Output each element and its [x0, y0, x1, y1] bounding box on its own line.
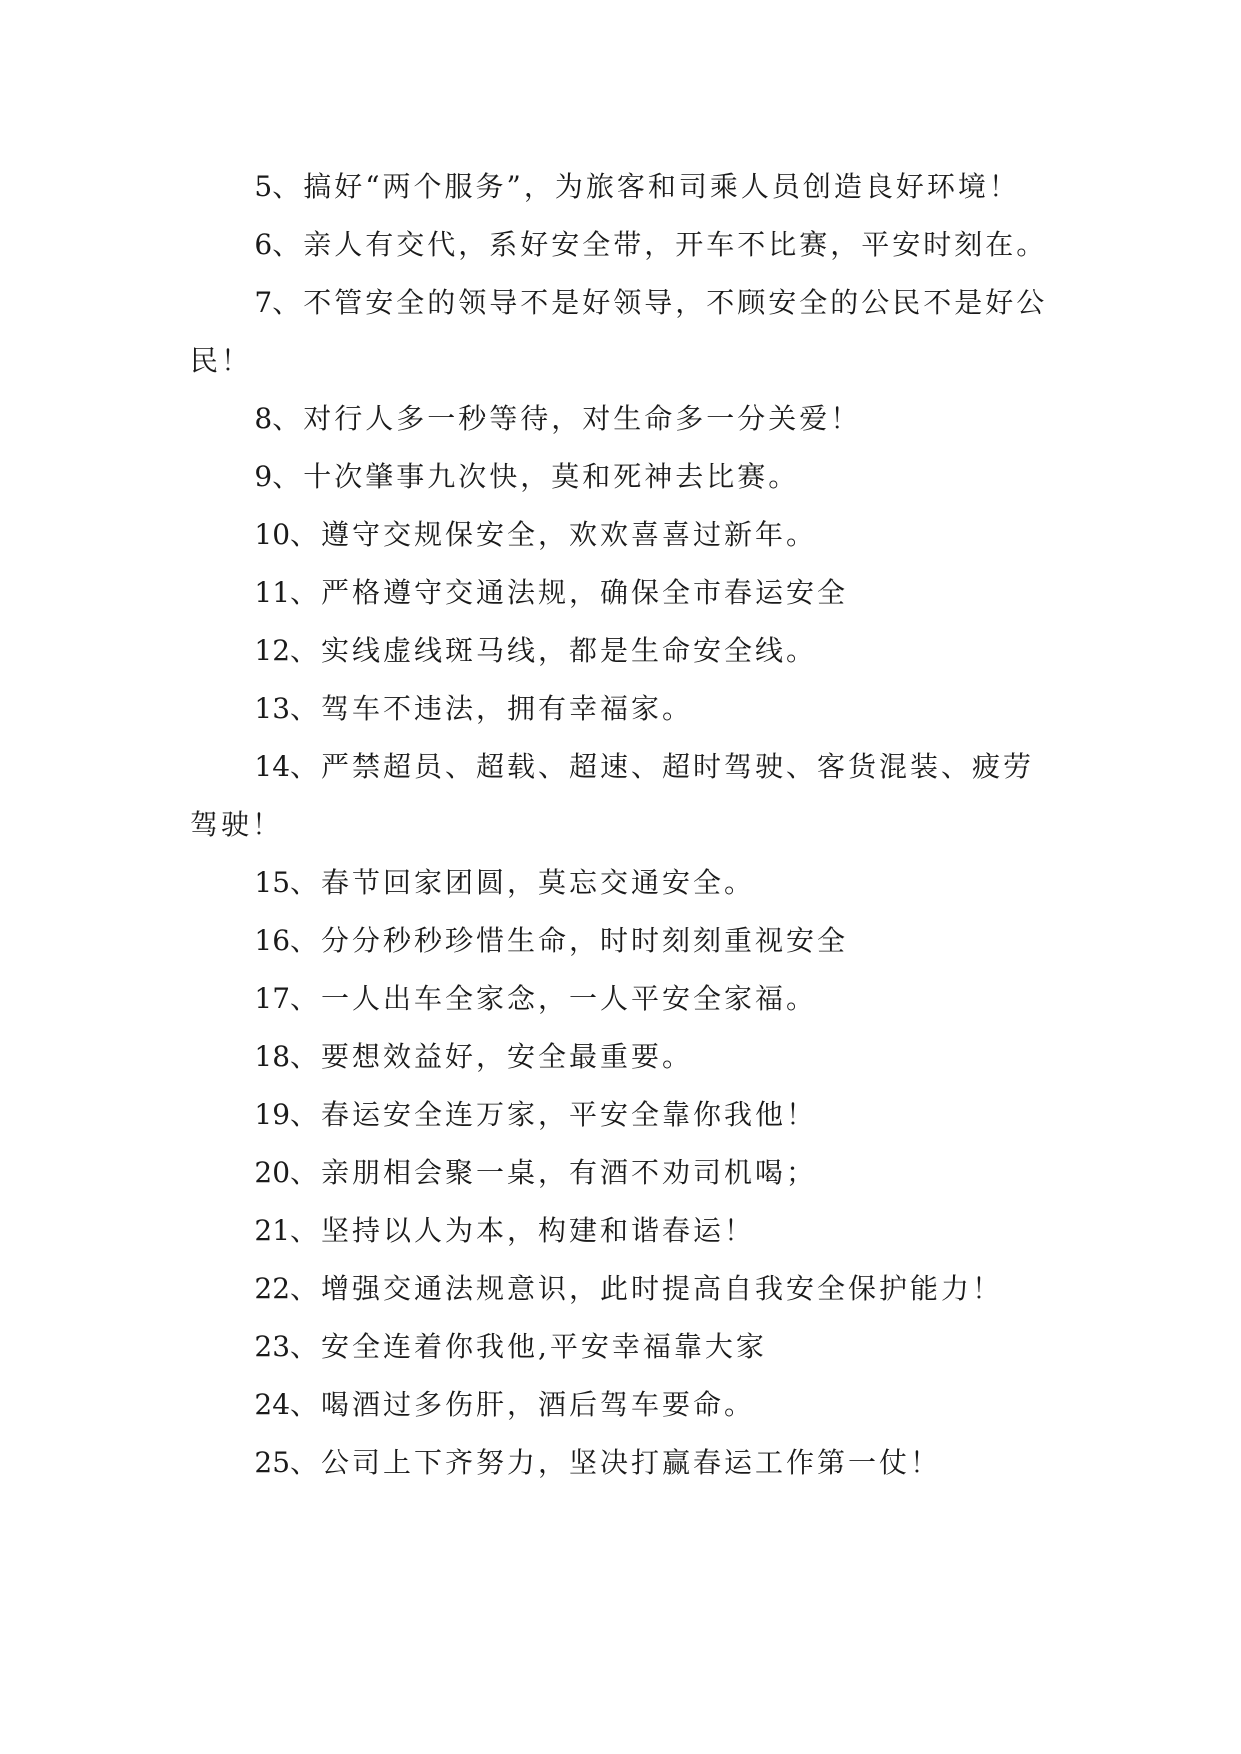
list-item: [190, 390, 1050, 448]
item-text: 、严禁超员、超载、超速、超时驾驶、客货混装、疲劳驾驶！: [190, 750, 1035, 841]
item-text: 、搞好“两个服务”，为旅客和司乘人员创造良好环境！: [272, 170, 1020, 203]
slogan-list: [190, 158, 1050, 1492]
item-text: 、遵守交规保安全，欢欢喜喜过新年。: [290, 518, 818, 551]
item-text: 、分分秒秒珍惜生命，时时刻刻重视安全: [290, 924, 849, 957]
item-text: 、要想效益好，安全最重要。: [290, 1040, 694, 1073]
item-text: 、增强交通法规意识，此时提高自我安全保护能力！: [290, 1272, 1004, 1305]
item-text: 、驾车不违法，拥有幸福家。: [290, 692, 694, 725]
item-number: 18: [254, 1040, 291, 1073]
item-text: 、春节回家团圆，莫忘交通安全。: [290, 866, 756, 899]
list-item: [190, 1376, 1050, 1434]
list-item: [190, 622, 1050, 680]
item-number: 11: [254, 576, 291, 609]
item-text: 、坚持以人为本，构建和谐春运！: [290, 1214, 756, 1247]
list-item: [190, 158, 1050, 216]
list-item: [190, 564, 1050, 622]
list-item: [190, 680, 1050, 738]
item-number: 13: [254, 692, 291, 725]
item-number: 12: [254, 634, 291, 667]
item-number: 21: [254, 1214, 291, 1247]
item-number: 5: [254, 170, 273, 203]
list-item: [190, 970, 1050, 1028]
item-number: 16: [254, 924, 291, 957]
item-number: 24: [254, 1388, 291, 1421]
list-item: [190, 854, 1050, 912]
item-number: 20: [254, 1156, 291, 1189]
list-item: [190, 1028, 1050, 1086]
list-item: [190, 448, 1050, 506]
item-number: 10: [254, 518, 291, 551]
item-number: 14: [254, 750, 291, 783]
item-text: 、安全连着你我他,平安幸福靠大家: [290, 1330, 767, 1363]
list-item: [190, 274, 1050, 390]
item-number: 8: [254, 402, 273, 435]
list-item: [190, 912, 1050, 970]
item-text: 、亲人有交代，系好安全带，开车不比赛，平安时刻在。: [272, 228, 1048, 261]
item-text: 、不管安全的领导不是好领导，不顾安全的公民不是好公民！: [190, 286, 1048, 377]
list-item: [190, 1318, 1050, 1376]
item-number: 17: [254, 982, 291, 1015]
item-text: 、亲朋相会聚一桌，有酒不劝司机喝；: [290, 1156, 818, 1189]
list-item: [190, 1144, 1050, 1202]
item-text: 、春运安全连万家，平安全靠你我他！: [290, 1098, 818, 1131]
item-text: 、对行人多一秒等待，对生命多一分关爱！: [272, 402, 862, 435]
item-text: 、实线虚线斑马线，都是生命安全线。: [290, 634, 818, 667]
list-item: [190, 1434, 1050, 1492]
list-item: [190, 1086, 1050, 1144]
item-number: 9: [254, 460, 273, 493]
item-text: 、十次肇事九次快，莫和死神去比赛。: [272, 460, 800, 493]
item-number: 19: [254, 1098, 291, 1131]
item-number: 22: [254, 1272, 291, 1305]
item-number: 6: [254, 228, 273, 261]
item-number: 7: [254, 286, 273, 319]
list-item: [190, 1260, 1050, 1318]
list-item: [190, 216, 1050, 274]
item-number: 25: [254, 1446, 291, 1479]
item-number: 15: [254, 866, 291, 899]
item-text: 、公司上下齐努力，坚决打赢春运工作第一仗！: [290, 1446, 942, 1479]
item-number: 23: [254, 1330, 291, 1363]
item-text: 、一人出车全家念，一人平安全家福。: [290, 982, 818, 1015]
list-item: [190, 738, 1050, 854]
list-item: [190, 506, 1050, 564]
item-text: 、严格遵守交通法规，确保全市春运安全: [290, 576, 849, 609]
item-text: 、喝酒过多伤肝，酒后驾车要命。: [290, 1388, 756, 1421]
list-item: [190, 1202, 1050, 1260]
